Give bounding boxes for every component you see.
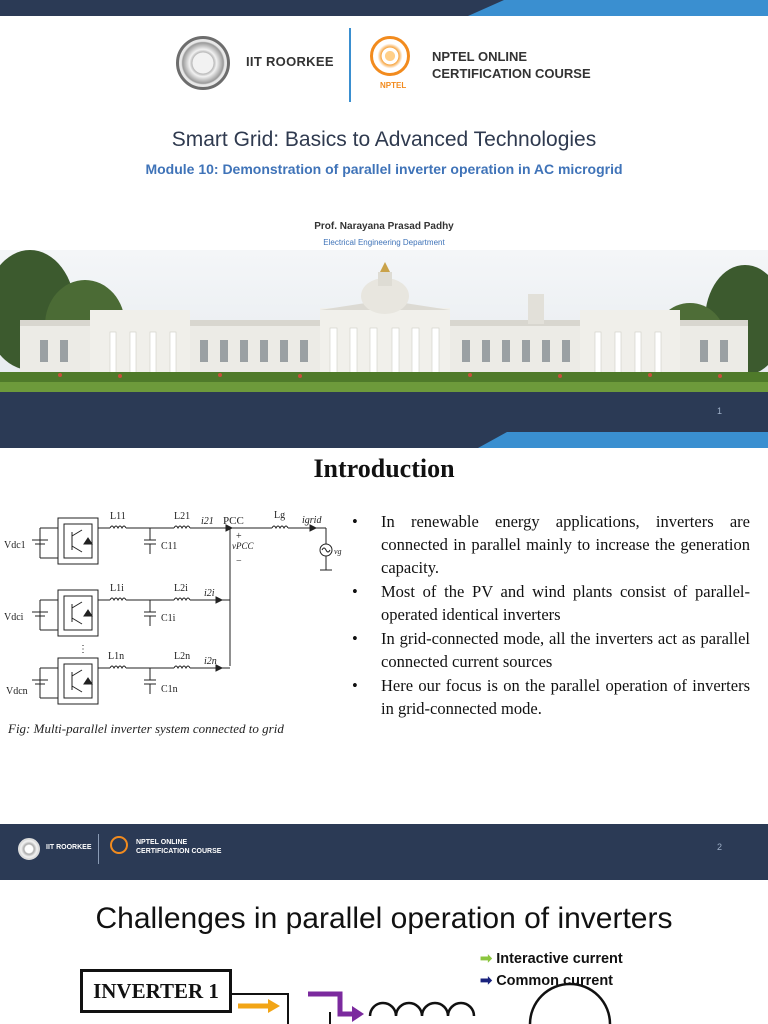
blue-arrow-icon: ➡ (480, 973, 493, 989)
footer-nptel-line2: CERTIFICATION COURSE (136, 848, 222, 855)
l2i-label: L2i (174, 583, 188, 594)
logo-divider (349, 28, 351, 102)
page-number: 1 (716, 406, 722, 416)
introduction-slide (0, 432, 768, 880)
vdc1-label: Vdc1 (4, 540, 26, 551)
nptel-line1: NPTEL ONLINE (432, 49, 528, 64)
nptel-line2: CERTIFICATION COURSE (432, 66, 591, 81)
l2n-label: L2n (174, 651, 191, 662)
inverter-branch-n (6, 651, 230, 704)
legend-label: Interactive current (496, 951, 623, 967)
multi-parallel-inverter-circuit (4, 506, 344, 726)
bullet-marker: • (352, 512, 358, 531)
inverter-branch-i (4, 583, 230, 636)
bullet-item (352, 580, 750, 626)
vg-label: vg (334, 547, 342, 556)
figure-caption: Fig: Multi-parallel inverter system connected to grid (8, 721, 284, 736)
bullet-text: Most of the PV and wind plants consist of parallel-operated identical inverters (381, 582, 750, 624)
pcc-label: PCC (223, 515, 244, 527)
footer-nptel-label (136, 838, 221, 856)
legend-label: Common current (496, 973, 614, 989)
professor-name: Prof. Narayana Prasad Padhy (314, 221, 454, 232)
bullet-list (352, 510, 750, 721)
l1n-label: L1n (108, 651, 125, 662)
c1n-label: C1n (161, 684, 178, 695)
slide-title: Challenges in parallel operation of inverters (95, 902, 673, 935)
vpcc-label: vPCC (232, 541, 254, 551)
minus-sign: − (236, 556, 242, 567)
nptel-logo-label: NPTEL (380, 81, 407, 90)
department-name: Electrical Engineering Department (323, 238, 445, 247)
l11-label: L11 (110, 511, 126, 522)
bullet-item (352, 674, 750, 720)
footer-divider (98, 834, 99, 864)
header-bar (0, 432, 768, 448)
vdcn-label: Vdcn (6, 686, 28, 697)
page-number: 2 (716, 842, 722, 852)
bullet-marker: • (352, 629, 358, 648)
bullet-item (352, 627, 750, 673)
nptel-logo-icon (370, 36, 410, 76)
header-bar (0, 0, 768, 16)
c11-label: C11 (161, 541, 178, 552)
footer-bar (0, 392, 768, 432)
bullet-text: In renewable energy applications, inverters are connected in parallel mainly to increase the generation capacity. (381, 512, 750, 577)
challenges-slide (0, 880, 768, 1024)
footer-nptel-line1: NPTEL ONLINE (136, 839, 188, 846)
i2n-label: i2n (204, 656, 217, 667)
footer-iit-label: IIT ROORKEE (46, 844, 92, 851)
bullet-marker: • (352, 676, 358, 695)
title-slide (0, 0, 768, 432)
l21-label: L21 (174, 511, 191, 522)
plus-sign: + (236, 531, 242, 542)
l1i-label: L1i (110, 583, 124, 594)
lg-label: Lg (274, 510, 286, 521)
slide-title: Introduction (313, 454, 455, 483)
campus-building-photo (0, 250, 768, 392)
bullet-item (352, 510, 750, 579)
bullet-text: In grid-connected mode, all the inverters act as parallel connected current sources (381, 629, 750, 671)
green-arrow-icon: ➡ (480, 951, 493, 967)
iit-roorkee-seal-icon (18, 838, 40, 860)
bullet-marker: • (352, 582, 358, 601)
nptel-logo-icon (110, 836, 128, 854)
course-title: Smart Grid: Basics to Advanced Technologies (171, 128, 597, 151)
footer-bar (0, 824, 768, 880)
vdci-label: Vdci (4, 612, 24, 623)
igrid-label: igrid (302, 515, 322, 526)
iit-roorkee-seal-icon (176, 36, 230, 90)
i21-label: i21 (201, 516, 214, 527)
bullet-text: Here our focus is on the parallel operation of inverters in grid-connected mode. (381, 676, 750, 718)
module-title: Module 10: Demonstration of parallel inverter operation in AC microgrid (145, 161, 623, 177)
nptel-course-label (432, 48, 591, 82)
c1i-label: C1i (161, 613, 176, 624)
logo-row (0, 24, 768, 108)
header-accent (468, 0, 768, 16)
header-accent (478, 432, 768, 448)
iit-roorkee-label: IIT ROORKEE (246, 54, 334, 69)
vertical-dots: ⋮ (78, 644, 88, 655)
i2i-label: i2i (204, 588, 215, 599)
inverter-1-box: INVERTER 1 (80, 969, 232, 1013)
